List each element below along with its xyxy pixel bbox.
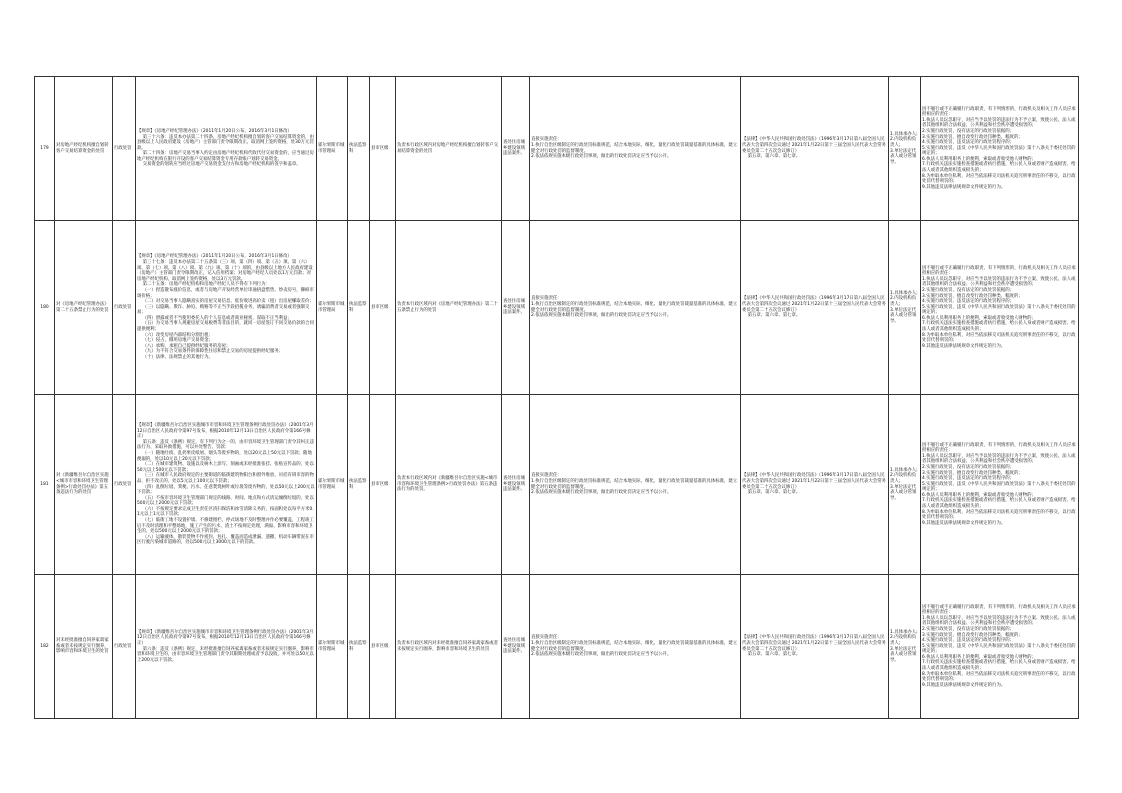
subject-line: 2.内设机构负责人; [890, 473, 917, 484]
responsibility: 查处住房城乡建设领域违法案件。 [502, 77, 530, 221]
item-name: 对房地产经纪机构擅自划转客户交易结算资金的处罚 [55, 77, 113, 221]
law-line: 第五章、第六章、第七章。 [742, 313, 801, 319]
law-line: 【法律】《中华人民共和国行政处罚法》（1996年3月17日第八届全国人民代表大会第四次会议通过 2021年1月22日第十三届全国人民代表大会常务委员会第二十五次会议修订） [742, 296, 886, 313]
accountability-basis [741, 77, 889, 221]
liability-line: 1.执法人员玩忽职守，对应当予以处罚的违法行为不予立案、致使公民、法人或者其他组织的合法权益、公共利益和社会秩序遭受损害的； [922, 117, 1076, 129]
item-type: 行政处罚 [113, 575, 136, 719]
row-number: 179 [35, 77, 55, 221]
legal-basis [136, 575, 317, 719]
liability-line: 5.实施行政处罚，违反《中华人民共和国行政处罚法》第十八条关于委托处罚的规定的； [922, 481, 1076, 493]
liability-line: 因不履行或不正确履行行政职责，有下列情形的，行政机关及相关工作人员应承担相应的责任： [922, 604, 1076, 616]
law-line: 【法律】《中华人民共和国行政处罚法》（1996年3月17日第八届全国人民代表大会第四次会议通过 2021年1月22日第十三届全国人民代表大会常务委员会第二十五次会议修订） [742, 473, 886, 490]
responsible-subject [889, 575, 921, 719]
law-line: 【法律】《中华人民共和国行政处罚法》（1996年3月17日第八届全国人民代表大会第四次会议通过 2021年1月22日第十三届全国人民代表大会常务委员会第二十五次会议修订） [742, 635, 886, 652]
liability-line: 1.执法人员玩忽职守，对应当予以处罚的违法行为不予立案、致使公民、法人或者其他组织的合法权益、公共利益和社会秩序遭受损害的； [922, 615, 1076, 627]
liability-line: 3.实施行政处罚，擅自改变行政处罚种类、幅度的； [922, 134, 1023, 140]
accountability-basis [741, 575, 889, 719]
internal-unit: 执法监察科 [348, 77, 370, 221]
implementation-duty [530, 77, 741, 221]
impl-line: 1.执行自治区级制定的行政处罚标准规范，结合本地实际，细化、量化行政处罚裁量基准的具体标准，建立健全对行政处罚的监督制度。 [531, 478, 738, 490]
subject-line: 3.单位法定代表人或分管领导。 [890, 484, 917, 501]
liability-line: 9.其他违反法律法规规章文件规定的行为。 [922, 343, 1006, 349]
liability-line: 因不履行或不正确履行行政职责，有下列情形的，行政机关及相关工作人员应承担相应的责任： [922, 442, 1076, 454]
law-line: 【法律】《中华人民共和国行政处罚法》（1996年3月17日第八届全国人民代表大会第四次会议通过 2021年1月22日第十三届全国人民代表大会常务委员会第二十五次会议修订） [742, 137, 886, 154]
impl-line: 1.执行自治区级制定的行政处罚标准规范，结合本地实际，细化、量化行政处罚裁量基准的具体标准，建立健全对行政处罚的监督制度。 [531, 640, 738, 652]
accountability-basis [741, 395, 889, 575]
internal-unit: 执法监察科 [348, 221, 370, 395]
basis-line: （八）承购、承租自己提供经纪服务的房屋； [137, 343, 231, 349]
subject-line: 3.单位法定代表人或分管领导。 [890, 307, 917, 324]
impl-line: 2.依法依规实施本级行政处罚事项，做出的行政处罚决定应当予以公开。 [531, 313, 672, 319]
liability-line: 6.执法人员利用职务上的便利，索取或者收受他人财物的； [922, 315, 1036, 321]
basis-line: （五）为交易当事人规避房屋交易税费等非法目的，就同一房屋签订不同交易价款的合同提供便利； [137, 321, 314, 333]
responsibility: 查处住房城乡建设领域违法案件。 [502, 221, 530, 395]
basis-line: 第三十七条：违反本办法第二十五条第（三）项、第（四）项、第（五）项、第（六）项、第（七）项、第（八）项、第（九）项、第（十）项的，由县级以上地方人民政府建设（房地产）主管部门责令限期改正，记入信用档案；对房地产经纪人员处以1万元罚款；对房地产经纪机构，取消网上签约资格，处以3万元罚款。 [137, 259, 313, 282]
basis-line: 第三十六条：违反本办法第二十四条，房地产经纪机构擅自划转客户交易结算资金的，由县级以上人民政府建设（房地产）主管部门责令限期改正，取消网上签约资格，处30万元罚款。 [137, 134, 314, 151]
legal-basis [136, 77, 317, 221]
level: 县市区级 [370, 575, 396, 719]
liability-line: 5.实施行政处罚，违反《中华人民共和国行政处罚法》第十八条关于委托处罚的规定的； [922, 643, 1076, 655]
subject-line: 1.具体承办人; [890, 131, 918, 137]
impl-line: 直接实施责任： [531, 635, 562, 641]
basis-line: 【规章】《房地产经纪管理办法》（2011年1月20日公布，2016年3月1日修改） [137, 128, 292, 134]
department: 霍尔果斯市城市管理局 [317, 221, 348, 395]
department: 霍尔果斯市城市管理局 [317, 395, 348, 575]
liability-line: 8.为牟取本单位私利，对应当依法移交司法机关追究刑事责任的不移交，以行政处罚代替刑罚的； [922, 173, 1076, 185]
level: 县市区级 [370, 77, 396, 221]
item-type: 行政处罚 [113, 77, 136, 221]
basis-line: （四）乱倒垃圾、粪便、污水、任意焚烧树叶或垃圾等废弃物的，处以50元以上200元以下罚款； [137, 484, 315, 496]
implementation-duty [530, 221, 741, 395]
accountability-basis [741, 221, 889, 395]
basis-line: （二）对交易当事人隐瞒真实的房屋交易信息，低价收进高价卖（租）出房屋赚取差价； [137, 299, 314, 305]
basis-line: 第二十四条：房地产交易当事人约定由房地产经纪机构代收代付交易资金的，应当通过房地产经纪机构在银行开设的客户交易结算资金专用存款账户划转交易资金。 [137, 151, 314, 162]
basis-line: （二）在城市建筑物、设施以及树木上涂写、刻画或未经批准张挂、张贴宣传品的，处以50元以上500元以下罚款； [137, 462, 314, 473]
item-name: 对未经批准擅自饲养家禽家畜或者未按规定实行圈养，影响市容和环境卫生的处罚 [55, 575, 113, 719]
subject-line: 2.内设机构负责人; [890, 635, 917, 646]
basis-line: （六）改变房屋内部结构分割出租； [137, 332, 213, 338]
liability-situations [921, 77, 1079, 221]
responsible-subject [889, 77, 921, 221]
basis-line: （三）以隐瞒、欺诈、胁迫、贿赂等不正当手段招揽业务，诱骗消费者交易或者强制交易； [137, 304, 310, 316]
law-line: 第五章、第六章、第七章。 [742, 490, 801, 496]
liability-line: 3.实施行政处罚，擅自改变行政处罚种类、幅度的； [922, 470, 1023, 476]
legal-basis [136, 221, 317, 395]
impl-line: 2.依法依规实施本级行政处罚事项，做出的行政处罚决定应当予以公开。 [531, 490, 672, 496]
duty-list-table [34, 76, 1079, 719]
item-name: 对《房地产经纪管理办法》第二十五条禁止行为的处罚 [55, 221, 113, 395]
basis-line: （五）不按市容环境卫生管理部门规定的线路、时间、地点和方式清运倾倒垃圾的，处以500元以上2000元以下罚款； [137, 495, 314, 507]
item-type: 行政处罚 [113, 395, 136, 575]
basis-line: （四）泄露或者不当使用委托人的个人信息或者商业秘密，谋取不正当利益； [137, 315, 292, 321]
department: 霍尔果斯市城市管理局 [317, 77, 348, 221]
liability-line: 6.执法人员利用职务上的便利，索取或者收受他人财物的； [922, 654, 1036, 660]
liability-line: 8.为牟取本单位私利，对应当依法移交司法机关追究刑事责任的不移交，以行政处罚代替刑罚的； [922, 332, 1076, 344]
liability-line: 4.实施行政处罚，违反法定的行政处罚程序的； [922, 299, 1015, 305]
liability-situations [921, 575, 1079, 719]
liability-line: 4.实施行政处罚，违反法定的行政处罚程序的； [922, 476, 1015, 482]
row-number: 181 [35, 395, 55, 575]
liability-line: 1.执法人员玩忽职守，对应当予以处罚的违法行为不予立案、致使公民、法人或者其他组织的合法权益、公共利益和社会秩序遭受损害的； [922, 453, 1076, 465]
subject-line: 3.单位法定代表人或分管领导。 [890, 148, 917, 165]
liability-line: 7.行政机关违法实施检查措施或者执行措施，给公民人身或者财产造成损害、给法人或者其他组织造成损失的； [922, 162, 1076, 174]
liability-line: 7.行政机关违法实施检查措施或者执行措施，给公民人身或者财产造成损害、给法人或者其他组织造成损失的； [922, 660, 1076, 672]
basis-line: 第五条：违反《条例》规定，有下列行为之一的，由市容环境卫生管理部门责令其纠正违法行为、采取补救措施，可以并处警告、罚款： [137, 439, 314, 451]
row-number: 180 [35, 221, 55, 395]
liability-line: 6.执法人员利用职务上的便利，索取或者收受他人财物的； [922, 156, 1036, 162]
liability-line: 2.实施行政处罚，没有法定的行政处罚依据的； [922, 464, 1015, 470]
basis-line: （六）不按规定要求完成卫生责任区清扫保洁和冰雪清除义务的，按面积处以每平方米0.1元以上1元以下罚款； [137, 506, 314, 518]
basis-line: （一）捏造散布涨价信息，或者与房地产开发经营单位串通捂盘惜售、炒卖房号，操纵市场价格； [137, 287, 314, 299]
basis-line: （七）临街工地不设置护墙、不修建围栏、停式场地不及时整理并作必要覆盖，工程竣工后不及时清理和平整场地，施工产生的污水、渣土不按规定处理，满溢、影响市容和环境卫生的，处以500元以上2000元以下的罚款； [137, 518, 314, 535]
liability-line: 8.为牟取本单位私利，对应当依法移交司法机关追究刑事责任的不移交，以行政处罚代替刑罚的； [922, 509, 1076, 521]
basis-line: 【规章】《新疆维吾尔自治区实施城市市容和环境卫生管理条例行政处罚办法》（2001年3月12日自治区人民政府令第97号发布，根据2010年12月13日自治区人民政府令第166号修正） [137, 422, 314, 440]
level: 县市区级 [370, 221, 396, 395]
subject-line: 1.具体承办人; [890, 467, 918, 473]
liability-line: 4.实施行政处罚，违反法定的行政处罚程序的； [922, 140, 1015, 146]
internal-unit: 执法监察科 [348, 395, 370, 575]
legal-basis [136, 395, 317, 575]
liability-line: 5.实施行政处罚，违反《中华人民共和国行政处罚法》第十八条关于委托处罚的规定的； [922, 145, 1076, 157]
liability-line: 3.实施行政处罚，擅自改变行政处罚种类、幅度的； [922, 293, 1023, 299]
subject-line: 3.单位法定代表人或分管领导。 [890, 646, 917, 663]
responsible-subject [889, 221, 921, 395]
duty-description: 负责本行政区域内对未经批准擅自饲养家禽家畜或者未按规定实行圈养，影响市容和环境卫生的处罚 [396, 575, 502, 719]
impl-line: 1.执行自治区级制定的行政处罚标准规范，结合本地实际，细化、量化行政处罚裁量基准的具体标准，建立健全对行政处罚的监督制度。 [531, 301, 738, 313]
law-line: 第五章、第六章、第七章。 [742, 652, 801, 658]
basis-line: 【规章】《新疆维吾尔自治区实施城市市容和环境卫生管理条例行政处罚办法》（2001年3月12日自治区人民政府令第97号发布，根据2010年12月13日自治区人民政府令第166号修正） [137, 629, 314, 646]
level: 县市区级 [370, 395, 396, 575]
basis-line: （一）随地吐痰、乱扔果皮纸屑、烟头等废弃物的，处以20元以上50元以下罚款；随地便溺的，处以10元以上20元以下罚款； [137, 450, 312, 462]
liability-line: 9.其他违反法律法规规章文件规定的行为。 [922, 682, 1006, 688]
implementation-duty [530, 575, 741, 719]
duty-description: 负责本行政区域内对《新疆维吾尔自治区实施<城市市容和环境卫生管理条例>行政处罚办法》第五条违法行为的处罚。 [396, 395, 502, 575]
basis-line: （七）侵占、挪用房地产交易资金； [137, 338, 213, 344]
table-row [35, 395, 1079, 575]
liability-line: 3.实施行政处罚，擅自改变行政处罚种类、幅度的； [922, 632, 1023, 638]
liability-line: 7.行政机关违法实施检查措施或者执行措施，给公民人身或者财产造成损害、给法人或者其他组织造成损失的； [922, 321, 1076, 333]
table-row [35, 77, 1079, 221]
liability-line: 2.实施行政处罚，没有法定的行政处罚依据的； [922, 287, 1015, 293]
basis-line: 交易资金的划转应当经过房地产交易资金支付方和房地产经纪机构的签字和盖章。 [137, 162, 301, 168]
liability-line: 1.执法人员玩忽职守，对应当予以处罚的违法行为不予立案、致使公民、法人或者其他组织的合法权益、公共利益和社会秩序遭受损害的； [922, 276, 1076, 288]
responsibility: 查处住房城乡建设领域违法案件。 [502, 575, 530, 719]
responsible-subject [889, 395, 921, 575]
basis-line: （十）法律、法规禁止的其他行为。 [137, 355, 213, 361]
liability-line: 4.实施行政处罚，违反法定的行政处罚程序的； [922, 638, 1015, 644]
basis-line: 第二十五条：房地产经纪机构和房地产经纪人员不得有下列行为： [137, 282, 270, 288]
liability-situations [921, 395, 1079, 575]
row-number: 182 [35, 575, 55, 719]
basis-line: 【规章】《房地产经纪管理办法》（2011年1月20日公布，2016年3月1日修改） [137, 254, 292, 260]
subject-line: 1.具体承办人; [890, 629, 918, 635]
duty-description: 负责本行政区域内对房地产经纪机构擅自划转客户交易结算资金的处罚 [396, 77, 502, 221]
impl-line: 2.依法依规实施本级行政处罚事项，做出的行政处罚决定应当予以公开。 [531, 652, 672, 658]
basis-line: 第六条：违反《条例》规定，未经批准擅自饲养家禽家畜或者未按规定实行圈养，影响市容和环境卫生的，由市容环境卫生管理部门责令其限期处理或者予以没收，并可处以50元以上200元以下罚款。 [137, 646, 314, 663]
liability-line: 8.为牟取本单位私利，对应当依法移交司法机关追究刑事责任的不移交，以行政处罚代替刑罚的； [922, 671, 1076, 683]
liability-situations [921, 221, 1079, 395]
liability-line: 2.实施行政处罚，没有法定的行政处罚依据的； [922, 626, 1015, 632]
basis-line: （九）为不符合交易条件的保障性住房和禁止交易的房屋提供经纪服务； [137, 349, 284, 355]
liability-line: 7.行政机关违法实施检查措施或者执行措施，给公民人身或者财产造成损害、给法人或者其他组织造成损失的； [922, 498, 1076, 510]
department: 霍尔果斯市城市管理局 [317, 575, 348, 719]
duty-list-sheet [34, 76, 1079, 719]
implementation-duty [530, 395, 741, 575]
impl-line: 2.依法依规实施本级行政处罚事项，做出的行政处罚决定应当予以公开。 [531, 154, 672, 160]
liability-line: 9.其他违反法律法规规章文件规定的行为。 [922, 184, 1006, 190]
impl-line: 直接实施责任： [531, 296, 562, 302]
liability-line: 6.执法人员利用职务上的便利，索取或者收受他人财物的； [922, 492, 1036, 498]
law-line: 第五章、第六章、第七章。 [742, 154, 801, 160]
subject-line: 2.内设机构负责人; [890, 296, 917, 307]
liability-line: 2.实施行政处罚，没有法定的行政处罚依据的； [922, 128, 1015, 134]
item-type: 行政处罚 [113, 221, 136, 395]
impl-line: 1.执行自治区级制定的行政处罚标准规范，结合本地实际，细化、量化行政处罚裁量基准的具体标准，建立健全对行政处罚的监督制度。 [531, 142, 738, 154]
responsibility: 查处住房城乡建设领域违法案件。 [502, 395, 530, 575]
liability-line: 5.实施行政处罚，违反《中华人民共和国行政处罚法》第十八条关于委托处罚的规定的； [922, 304, 1076, 316]
duty-description: 负责本行政区域内对《房地产经纪管理办法》第二十五条禁止行为的处罚 [396, 221, 502, 395]
liability-line: 因不履行或不正确履行行政职责，有下列情形的，行政机关及相关工作人员应承担相应的责任： [922, 106, 1076, 118]
impl-line: 直接实施责任： [531, 473, 562, 479]
subject-line: 2.内设机构负责人; [890, 137, 917, 148]
table-row [35, 221, 1079, 395]
subject-line: 1.具体承办人; [890, 290, 918, 296]
liability-line: 因不履行或不正确履行行政职责，有下列情形的，行政机关及相关工作人员应承担相应的责任： [922, 265, 1076, 277]
table-row [35, 575, 1079, 719]
basis-line: （三）在城市人民政府规定的主要街道的临街建筑物阳台和窗外堆放、吊挂有碍市容的物品，拒不改正的，处以5元以上100元以下罚款； [137, 473, 314, 484]
impl-line: 直接实施责任： [531, 137, 562, 143]
item-name: 对《新疆维吾尔自治区实施<城市市容和环境卫生管理条例>行政处罚办法》第五条违法行为的处罚 [55, 395, 113, 575]
basis-line: （八）运输液体、散装货物不作密封、包扎、覆盖而造成泄漏、遗撒，机动车辆带泥在市区行驶污染城市道路的，处以500元以上3000元以下的罚款。 [137, 534, 314, 546]
internal-unit: 执法监察科 [348, 575, 370, 719]
liability-line: 9.其他违反法律法规规章文件规定的行为。 [922, 520, 1006, 526]
